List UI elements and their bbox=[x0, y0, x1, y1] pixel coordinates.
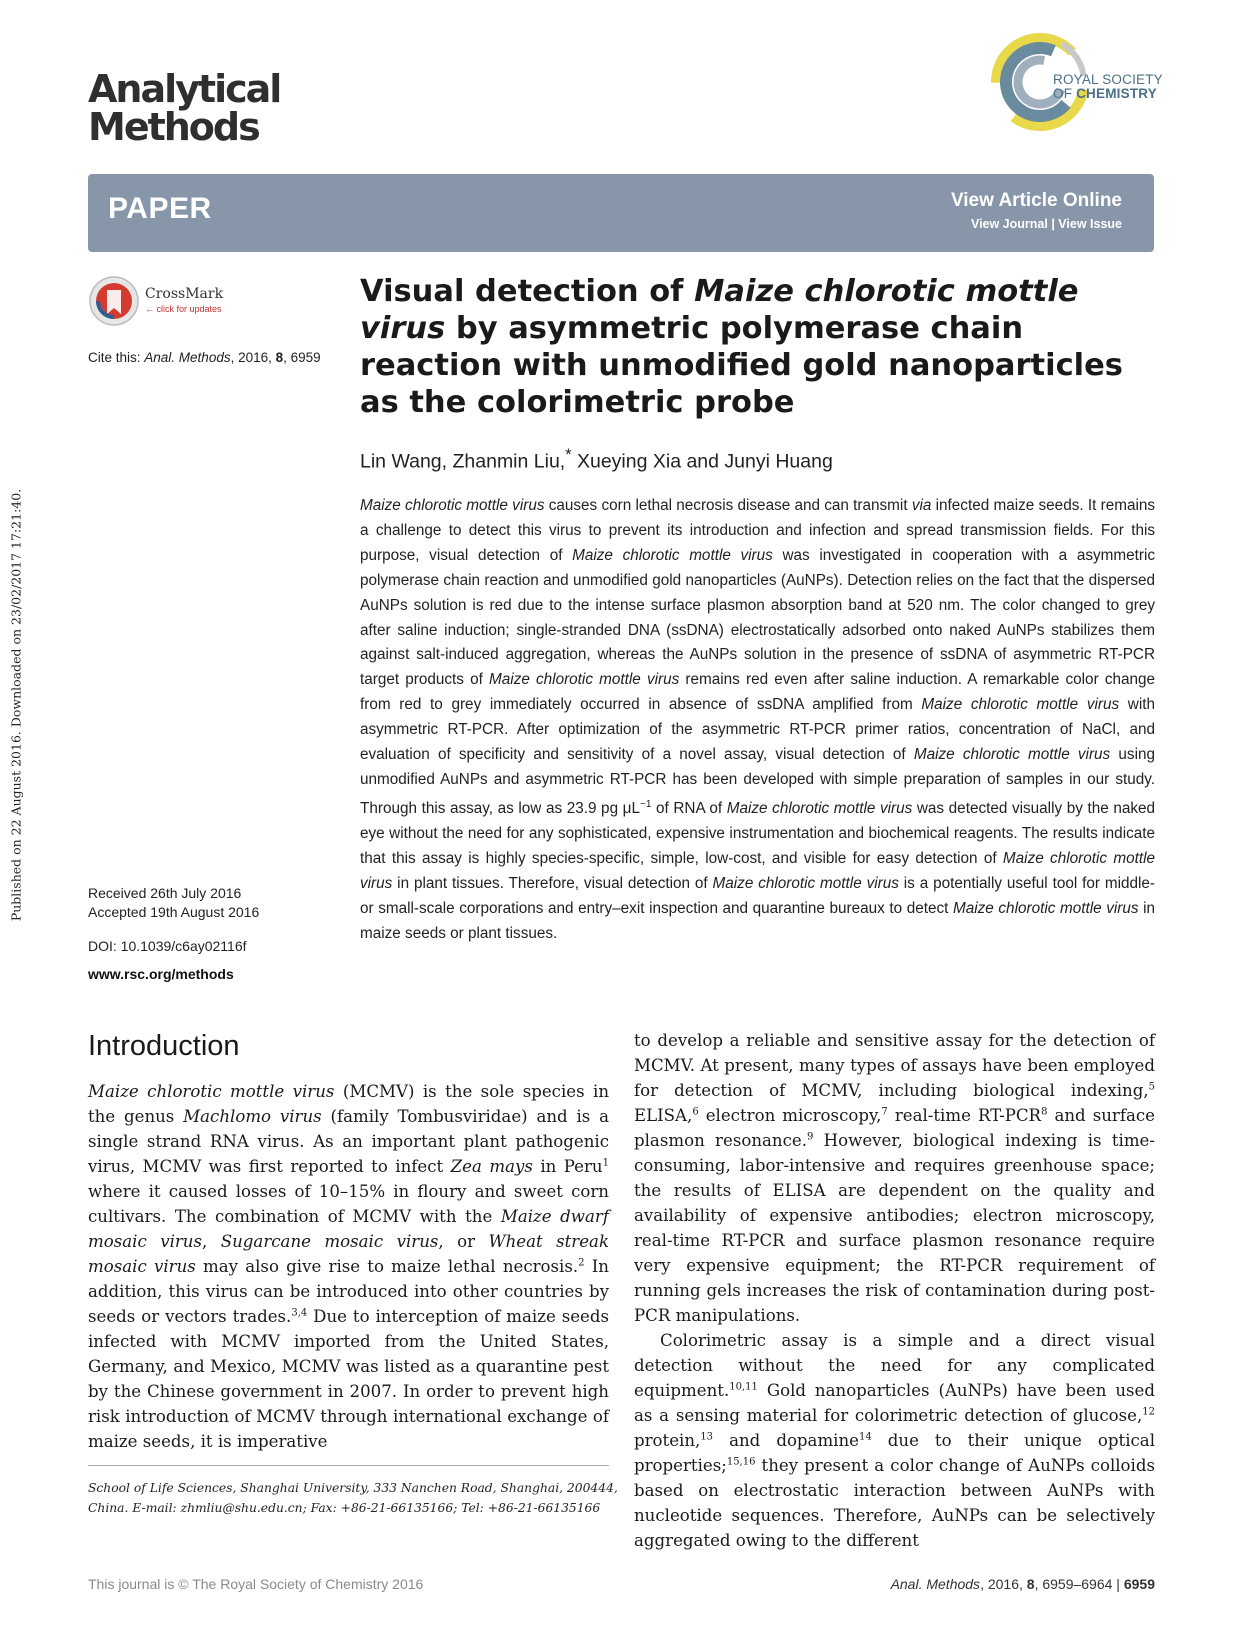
reference-link[interactable]: 10,11 bbox=[729, 1381, 758, 1393]
reference-link[interactable]: 6 bbox=[692, 1106, 699, 1118]
journal-title-line1: Analytical bbox=[88, 67, 281, 111]
article-type-banner bbox=[88, 174, 1154, 252]
accepted-date: Accepted 19th August 2016 bbox=[88, 904, 260, 920]
section-heading-introduction: Introduction bbox=[88, 1030, 240, 1062]
view-issue-link[interactable]: View Issue bbox=[1058, 217, 1122, 231]
publication-stamp-text: Published on 22 August 2016. Downloaded on 23/02/2017 17:21:40. bbox=[8, 488, 24, 922]
journal-title-line2: Methods bbox=[88, 105, 259, 149]
doi[interactable]: DOI: 10.1039/c6ay02116f bbox=[88, 938, 247, 954]
article-title: Visual detection of Maize chlorotic mottle virus by asymmetric polymerase chain reaction with unmodified gold nanoparticles as the colorimetric probe bbox=[360, 274, 1123, 420]
crossmark-sub[interactable]: ← click for updates bbox=[145, 304, 222, 314]
crossmark-icon[interactable] bbox=[88, 275, 140, 327]
reference-link[interactable]: 9 bbox=[806, 1131, 814, 1143]
publication-stamp bbox=[3, 470, 29, 940]
view-article-online-link[interactable]: View Article Online bbox=[950, 190, 1122, 211]
reference-link[interactable]: 8 bbox=[1041, 1106, 1048, 1118]
reference-link[interactable]: 2 bbox=[578, 1257, 585, 1269]
reference-link[interactable]: 7 bbox=[881, 1106, 888, 1118]
reference-link[interactable]: 1 bbox=[602, 1157, 609, 1169]
affiliation-footnote: School of Life Sciences, Shanghai University, 333 Nanchen Road, Shanghai, 200444, China. E-mail: zhmliu@shu.edu.cn; Fax: +86-21-66135166; Tel: +86-21-66135166 bbox=[88, 1481, 618, 1515]
abstract: Maize chlorotic mottle virus causes corn lethal necrosis disease and can transmit via infected maize seeds. It remains a challenge to detect this virus to prevent its introduction and infection and spread transmission fields. For this purpose, visual detection of Maize chlorotic mottle virus was investigated in cooperation with a asymmetric polymerase chain reaction and unmodified gold nanoparticles (AuNPs). Detection relies on the fact that the dispersed AuNPs solution is red due to the intense surface plasmon absorption band at 520 nm. The color changed to grey after saline induction; single-stranded DNA (ssDNA) electrostatically adsorbed onto naked AuNPs stabilizes them against salt-induced aggregation, whereas the AuNPs solution in the presence of ssDNA of asymmetric RT-PCR target products of Maize chlorotic mottle virus remains red even after saline induction. A remarkable color change from red to grey immediately occurred in absence of ssDNA amplified from Maize chlorotic mottle virus with asymmetric RT-PCR. After optimization of the asymmetric RT-PCR primer ratios, concentration of NaCl, and evaluation of specificity and sensitivity of a novel assay, visual detection of Maize chlorotic mottle virus using unmodified AuNPs and asymmetric RT-PCR has been developed with simple preparation of samples in our study. Through this assay, as low as 23.9 pg $\mu L^{-1}$ of RNA of Maize chlorotic mottle virus was detected visually by the naked eye without the need for any sophisticated, expensive instrumentation and biochemical reagents. The results indicate that this assay is highly species-specific, simple, low-cost, and visible for easy detection of Maize chlorotic mottle virus in plant tissues. Therefore, visual detection of Maize chlorotic mottle virus is a potentially useful tool for middle- or small-scale corporations and entry–exit inspection and quarantine bureaux to detect Maize chlorotic mottle virus in maize seeds or plant tissues. bbox=[360, 497, 1156, 942]
page-number: 6959 bbox=[1123, 1576, 1155, 1592]
introduction-left-column: Maize chlorotic mottle virus (MCMV) is the sole species in the genus Machlomo virus (family Tombusviridae) and is a single strand RNA virus. As an important plant pathogenic virus, MCMV was first reported to infect Zea mays in Peru$^1$ where it caused losses of 10–15% in floury and sweet corn cultivars. The combination of MCMV with the Maize dwarf mosaic virus, Sugarcane mosaic virus, or Wheat streak mosaic virus may also give rise to maize lethal necrosis.$^2$ In addition, this virus can be introduced into other countries by seeds or vectors trades.$^{3,4}$ Due to interception of maize seeds infected with MCMV imported from the United States, Germany, and Mexico, MCMV was listed as a quarantine pest by the Chinese government in 2007. In order to prevent high risk introduction of MCMV through international exchange of maize seeds, it is imperative bbox=[88, 1082, 610, 1451]
paragraph: to develop a reliable and sensitive assay for the detection of MCMV. At present, many types of assays have been employed for detection of MCMV, including biological indexing,$^5$ ELISA,$^6$ electron microscopy,$^7$ real-time RT-PCR$^8$ and surface plasmon resonance.$^9$ However, biological indexing is time-consuming, labor-intensive and requires greenhouse space; the results of ELISA are dependent on the quality and availability of expensive antibodies; electron microscopy, real-time RT-PCR and surface plasmon resonance require very expensive equipment; the RT-PCR requirement of running gels increases the risk of contamination during post-PCR manipulations. bbox=[634, 1031, 1155, 1325]
citation: Cite this: Anal. Methods, 2016, 8, 6959 bbox=[88, 350, 321, 365]
article-type-label: PAPER bbox=[108, 192, 212, 225]
received-date: Received 26th July 2016 bbox=[88, 885, 242, 901]
footnote-divider bbox=[88, 1465, 609, 1466]
reference-link[interactable]: 5 bbox=[1148, 1081, 1155, 1093]
paragraph: Colorimetric assay is a simple and a direct visual detection without the need for any complicated equipment.$^{10,11}$ Gold nanoparticles (AuNPs) have been used as a sensing material for colorimetric detection of glucose,$^{12}$ protein,$^{13}$ and dopamine$^{14}$ due to their unique optical properties;$^{15,16}$ they present a color change of AuNPs colloids based on electrostatic interaction between AuNPs with nucleotide sequences. Therefore, AuNPs can be selectively aggregated owing to the different bbox=[634, 1331, 1155, 1550]
journal-title bbox=[88, 67, 281, 149]
publisher-name bbox=[1053, 73, 1163, 101]
reference-link[interactable]: 13 bbox=[700, 1431, 714, 1443]
reference-link[interactable]: 3,4 bbox=[291, 1307, 308, 1319]
view-journal-link[interactable]: View Journal bbox=[970, 217, 1048, 231]
page-citation-footer: Anal. Methods, 2016, 8, 6959–6964 | 6959 bbox=[890, 1576, 1155, 1592]
reference-link[interactable]: 12 bbox=[1142, 1406, 1155, 1418]
publisher-line1: ROYAL SOCIETY bbox=[1053, 72, 1163, 87]
reference-link[interactable]: 15,16 bbox=[726, 1456, 756, 1468]
publisher-line2: OF CHEMISTRY bbox=[1053, 86, 1157, 101]
crossmark-label[interactable]: CrossMark bbox=[145, 286, 224, 302]
copyright-footer: This journal is © The Royal Society of Chemistry 2016 bbox=[88, 1576, 424, 1592]
article-dates bbox=[88, 884, 259, 922]
author-list: Lin Wang, Zhanmin Liu,* Xueying Xia and Junyi Huang bbox=[360, 446, 833, 473]
banner-sublinks: View Journal | View Issue bbox=[970, 217, 1122, 231]
reference-link[interactable]: 14 bbox=[859, 1431, 872, 1443]
journal-website-link[interactable]: www.rsc.org/methods bbox=[88, 966, 234, 982]
introduction-right-column bbox=[634, 1028, 1155, 1553]
